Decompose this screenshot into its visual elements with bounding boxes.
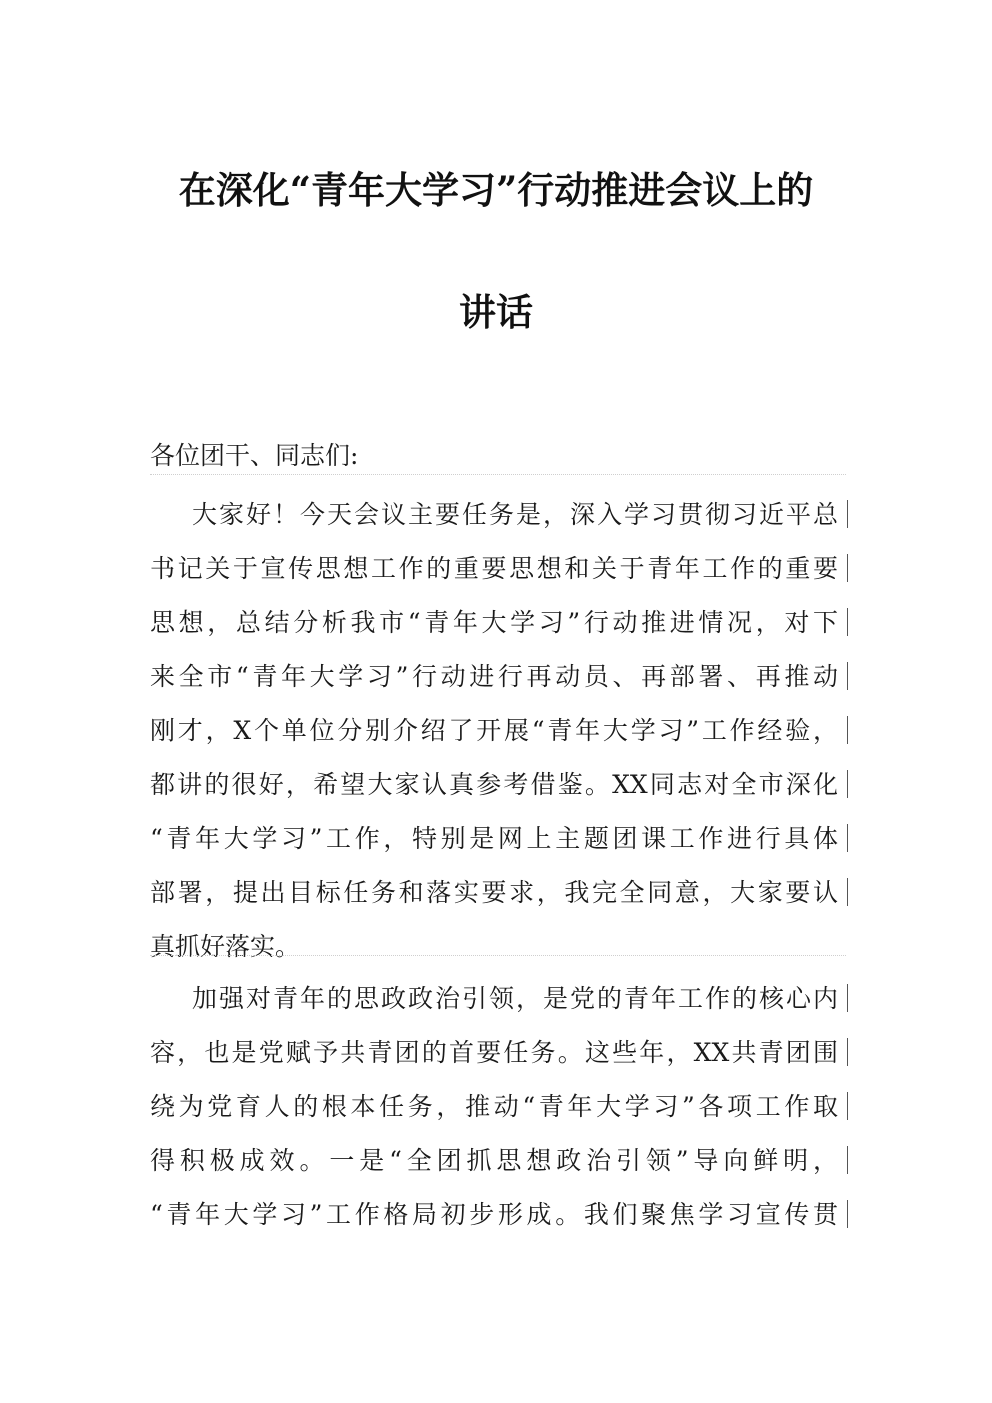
document-title-line-2: 讲话 [459, 290, 533, 334]
paragraph-line [150, 764, 842, 818]
paragraph-2 [150, 978, 842, 1248]
text-margin-mark [847, 500, 848, 528]
paragraph-separator [150, 474, 846, 475]
line-text: 大家好！今天会议主要任务是，深入学习贯彻习近平总 [192, 500, 838, 529]
line-text: “青年大学习”工作，特别是网上主题团课工作进行具体 [150, 824, 838, 853]
text-margin-mark [847, 770, 848, 798]
text-margin-mark [847, 824, 848, 852]
text-margin-mark [847, 1146, 848, 1174]
paragraph-line [150, 978, 842, 1032]
paragraph-line [150, 926, 842, 980]
line-text: 刚才，X个单位分别介绍了开展“青年大学习”工作经验， [150, 716, 838, 745]
paragraph-line [150, 710, 842, 764]
text-margin-mark [847, 984, 848, 1012]
text-margin-mark [847, 1092, 848, 1120]
line-text: 得积极成效。一是“全团抓思想政治引领”导向鲜明， [150, 1146, 838, 1175]
text-margin-mark [847, 662, 848, 690]
line-text: 加强对青年的思政政治引领，是党的青年工作的核心内 [192, 984, 838, 1013]
document-title-line-1: 在深化“青年大学习”行动推进会议上的 [178, 168, 814, 212]
paragraph-line [150, 1140, 842, 1194]
line-text: 思想，总结分析我市“青年大学习”行动推进情况，对下 [150, 608, 838, 637]
text-margin-mark [847, 554, 848, 582]
text-margin-mark [847, 878, 848, 906]
paragraph-1 [150, 494, 842, 980]
paragraph-line [150, 494, 842, 548]
text-margin-mark [847, 716, 848, 744]
line-text: 来全市“青年大学习”行动进行再动员、再部署、再推动 [150, 662, 838, 691]
salutation: 各位团干、同志们: [150, 441, 359, 470]
text-margin-mark [847, 1200, 848, 1228]
text-margin-mark [847, 1038, 848, 1066]
paragraph-line [150, 1194, 842, 1248]
paragraph-line [150, 1086, 842, 1140]
paragraph-separator [150, 955, 846, 956]
paragraph-line [150, 1032, 842, 1086]
text-margin-mark [847, 608, 848, 636]
line-text: 绕为党育人的根本任务，推动“青年大学习”各项工作取 [150, 1092, 838, 1121]
line-text: 真抓好落实。 [150, 932, 301, 961]
line-text: 书记关于宣传思想工作的重要思想和关于青年工作的重要 [150, 554, 838, 583]
paragraph-line [150, 872, 842, 926]
paragraph-line [150, 602, 842, 656]
line-text: 容，也是党赋予共青团的首要任务。这些年，XX共青团围 [150, 1038, 838, 1067]
paragraph-line [150, 548, 842, 602]
line-text: 都讲的很好，希望大家认真参考借鉴。XX同志对全市深化 [150, 770, 838, 799]
line-text: 部署，提出目标任务和落实要求，我完全同意，大家要认 [150, 878, 838, 907]
paragraph-line [150, 818, 842, 872]
line-text: “青年大学习”工作格局初步形成。我们聚焦学习宣传贯 [150, 1200, 838, 1229]
paragraph-line [150, 656, 842, 710]
